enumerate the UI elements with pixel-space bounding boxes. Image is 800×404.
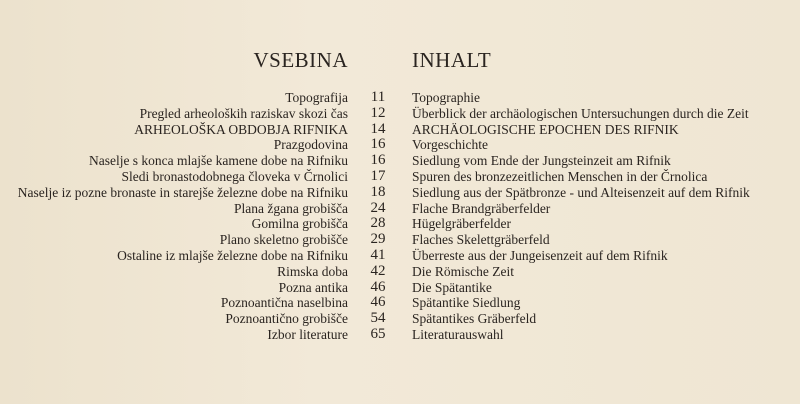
toc-row: [0, 137, 800, 153]
toc-german-title: Hügelgräberfelder: [412, 216, 511, 232]
toc-row: [0, 216, 800, 232]
toc-slovene-title: Topografija: [285, 90, 348, 105]
toc-german-title: Überblick der archäologischen Untersuchungen durch die Zeit: [412, 105, 749, 121]
toc-german-title: ARCHÄOLOGISCHE EPOCHEN DES RIFNIK: [412, 121, 679, 137]
toc-page-number: 46: [370, 294, 386, 311]
toc-slovene-title: Rimska doba: [277, 263, 348, 279]
toc-slovene-title: Poznoantično grobišče: [225, 311, 348, 327]
toc-row: [0, 169, 800, 185]
toc-german-title: Flache Brandgräberfelder: [412, 200, 551, 216]
toc-page-number: 46: [370, 278, 386, 295]
toc-row: [0, 248, 800, 264]
toc-row: [0, 122, 800, 138]
toc-german-title: Literaturauswahl: [412, 326, 504, 342]
toc-row: [0, 153, 800, 169]
toc-row: [0, 311, 800, 327]
toc-page-number: 29: [370, 231, 386, 248]
toc-slovene-title: Gomilna grobišča: [251, 216, 348, 232]
toc-slovene-title: Ostaline iz mlajše železne dobe na Rifniku: [117, 247, 348, 263]
toc-slovene-title: Naselje s konca mlajše kamene dobe na Rifniku: [88, 153, 348, 169]
toc-row: [0, 185, 800, 201]
table-of-contents: [0, 90, 800, 343]
toc-slovene-title: Pozna antika: [278, 279, 348, 295]
toc-slovene-title: Prazgodovina: [273, 137, 348, 153]
toc-slovene-title: Pregled arheoloških raziskav skozi čas: [139, 105, 348, 121]
toc-slovene-title: Izbor literature: [267, 326, 348, 342]
toc-row: [0, 90, 800, 106]
toc-row: [0, 201, 800, 217]
toc-page-number: 16: [370, 136, 386, 153]
toc-page-number: 16: [370, 152, 386, 169]
toc-slovene-title: Poznoantična naselbina: [220, 295, 348, 311]
toc-page-number: 18: [370, 183, 386, 200]
toc-page-number: 17: [370, 167, 386, 184]
toc-page-number: 28: [370, 215, 386, 232]
toc-page-number: 14: [370, 120, 386, 137]
toc-page-number: 12: [370, 104, 386, 121]
toc-german-title: Vorgeschichte: [412, 137, 488, 153]
toc-page-number: 42: [370, 262, 386, 279]
toc-german-title: Spuren des bronzezeitlichen Menschen in der Črnolica: [412, 168, 708, 184]
toc-row: [0, 280, 800, 296]
toc-row: [0, 232, 800, 248]
toc-german-title: Siedlung vom Ende der Jungsteinzeit am Rifnik: [412, 153, 671, 169]
toc-german-title: Spätantike Siedlung: [412, 295, 521, 311]
toc-german-title: Spätantikes Gräberfeld: [412, 311, 537, 327]
toc-german-title: Die Spätantike: [412, 279, 492, 295]
toc-row: [0, 295, 800, 311]
toc-german-title: Siedlung aus der Spätbronze - und Alteisenzeit auf dem Rifnik: [412, 184, 750, 200]
toc-slovene-title: Naselje iz pozne bronaste in starejše železne dobe na Rifniku: [17, 184, 348, 200]
toc-row: [0, 327, 800, 343]
toc-page-number: 11: [370, 89, 386, 105]
toc-slovene-title: Sledi bronastodobnega človeka v Črnolici: [121, 168, 348, 184]
toc-slovene-title: ARHEOLOŠKA OBDOBJA RIFNIKA: [134, 121, 348, 137]
toc-page-number: 54: [370, 310, 386, 327]
toc-german-title: Topographie: [412, 90, 481, 105]
heading-inhalt: INHALT: [412, 48, 492, 72]
toc-row: [0, 106, 800, 122]
heading-vsebina: VSEBINA: [253, 48, 348, 72]
toc-page-number: 24: [370, 199, 386, 216]
toc-german-title: Die Römische Zeit: [412, 263, 514, 279]
toc-page-number: 41: [370, 246, 386, 263]
toc-german-title: Überreste aus der Jungeisenzeit auf dem Rifnik: [412, 247, 668, 263]
toc-german-title: Flaches Skelettgräberfeld: [412, 232, 550, 248]
toc-row: [0, 264, 800, 280]
toc-slovene-title: Plana žgana grobišča: [234, 200, 348, 216]
toc-slovene-title: Plano skeletno grobišče: [219, 232, 348, 248]
toc-page-number: 65: [370, 325, 386, 342]
